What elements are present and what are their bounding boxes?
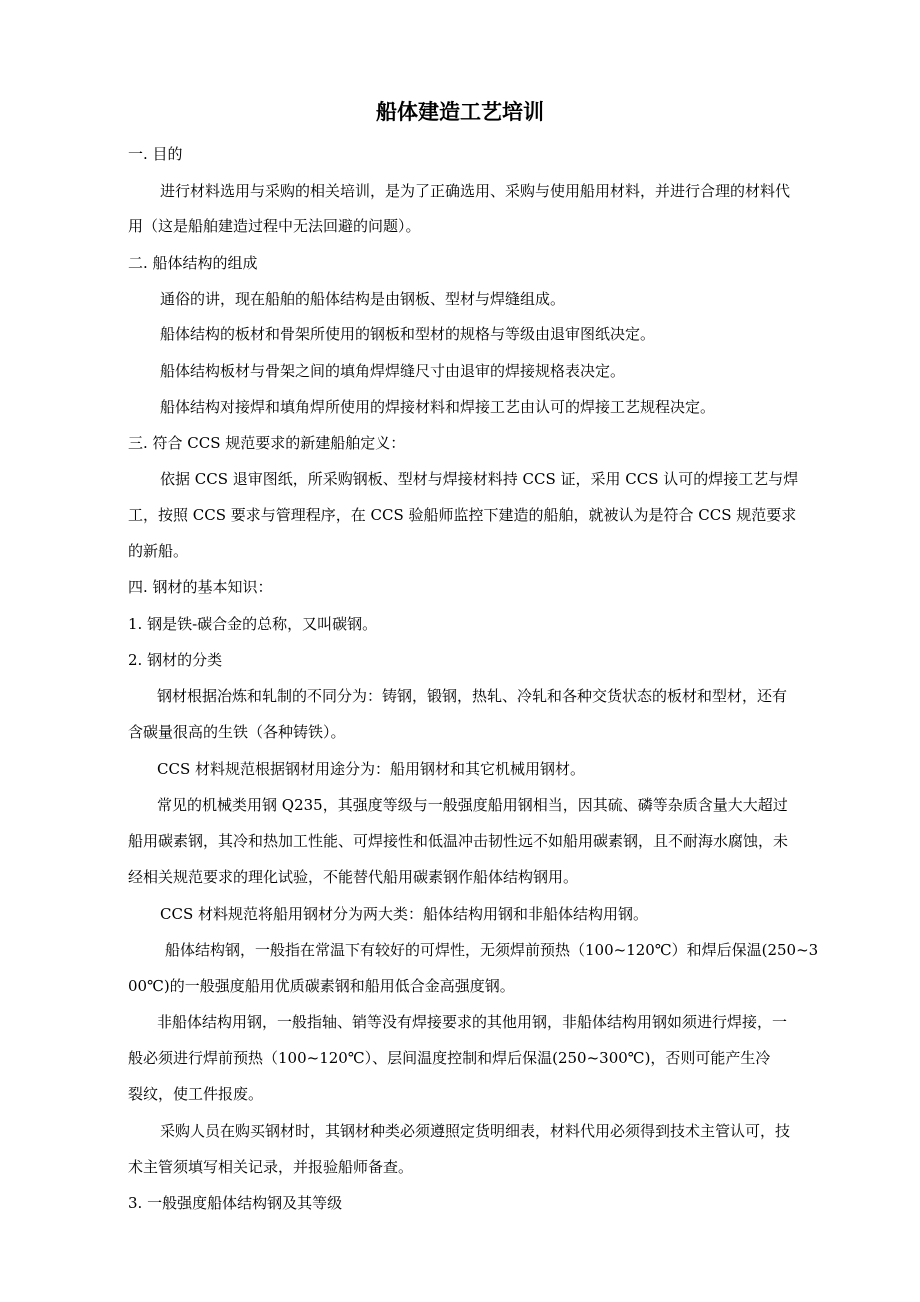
paragraph-line: 经相关规范要求的理化试验，不能替代船用碳素钢作船体结构钢用。 — [128, 868, 579, 886]
paragraph-line: 裂纹，使工件报废。 — [128, 1085, 264, 1103]
paragraph-line: 常见的机械类用钢 Q235，其强度等级与一般强度船用钢相当，因其硫、磷等杂质含量大大超过 — [157, 796, 788, 814]
paragraph-line: 般必须进行焊前预热（100~120℃）、层间温度控制和焊后保温(250~300℃)，否则可能产生冷 — [128, 1049, 771, 1067]
paragraph-line: 进行材料选用与采购的相关培训，是为了正确选用、采购与使用船用材料，并进行合理的材料代 — [160, 182, 791, 200]
section-heading-ccs-definition: 三. 符合 CCS 规范要求的新建船舶定义： — [128, 434, 406, 452]
section-heading-purpose: 一. 目的 — [128, 145, 183, 163]
paragraph-line: CCS 材料规范将船用钢材分为两大类：船体结构用钢和非船体结构用钢。 — [160, 905, 649, 923]
paragraph-line: 船体结构对接焊和填角焊所使用的焊接材料和焊接工艺由认可的焊接工艺规程决定。 — [160, 398, 716, 416]
paragraph-line: 船体结构钢，一般指在常温下有较好的可焊性，无须焊前预热（100~120℃）和焊后保温(250~3 — [165, 941, 819, 959]
paragraph-line: 船体结构板材与骨架之间的填角焊焊缝尺寸由退审的焊接规格表决定。 — [160, 362, 626, 380]
paragraph-line: 00℃)的一般强度船用优质碳素钢和船用低合金高强度钢。 — [128, 977, 515, 995]
numbered-item: 2. 钢材的分类 — [128, 651, 223, 669]
paragraph-line: 钢材根据冶炼和轧制的不同分为：铸钢，锻钢，热轧、冷轧和各种交货状态的板材和型材，还有 — [157, 687, 788, 705]
paragraph-line: 的新船。 — [128, 542, 189, 560]
document-title: 船体建造工艺培训 — [376, 99, 544, 124]
section-heading-steel-basics: 四. 钢材的基本知识： — [128, 578, 273, 596]
paragraph-line: 船用碳素钢，其冷和热加工性能、可焊接性和低温冲击韧性远不如船用碳素钢，且不耐海水腐蚀，未 — [128, 832, 789, 850]
numbered-item: 1. 钢是铁-碳合金的总称，又叫碳钢。 — [128, 615, 378, 633]
section-heading-structure: 二. 船体结构的组成 — [128, 254, 258, 272]
paragraph-line: 采购人员在购买钢材时，其钢材种类必须遵照定货明细表，材料代用必须得到技术主管认可，技 — [160, 1122, 791, 1140]
paragraph-line: 用（这是船舶建造过程中无法回避的问题）。 — [128, 217, 421, 235]
paragraph-line: 船体结构的板材和骨架所使用的钢板和型材的规格与等级由退审图纸决定。 — [160, 325, 656, 343]
paragraph-line: CCS 材料规范根据钢材用途分为：船用钢材和其它机械用钢材。 — [157, 760, 586, 778]
paragraph-line: 术主管须填写相关记录，并报验船师备查。 — [128, 1158, 414, 1176]
paragraph-line: 通俗的讲，现在船舶的船体结构是由钢板、型材与焊缝组成。 — [160, 290, 566, 308]
paragraph-line: 含碳量很高的生铁（各种铸铁）。 — [128, 723, 346, 741]
paragraph-line: 工，按照 CCS 要求与管理程序，在 CCS 验船师监控下建造的船舶，就被认为是符合 CCS 规范要求 — [128, 506, 797, 524]
paragraph-line: 非船体结构用钢，一般指轴、销等没有焊接要求的其他用钢，非船体结构用钢如须进行焊接，一 — [157, 1013, 788, 1031]
paragraph-line: 依据 CCS 退审图纸，所采购钢板、型材与焊接材料持 CCS 证，采用 CCS 认可的焊接工艺与焊 — [160, 470, 799, 488]
numbered-item: 3. 一般强度船体结构钢及其等级 — [128, 1194, 343, 1212]
